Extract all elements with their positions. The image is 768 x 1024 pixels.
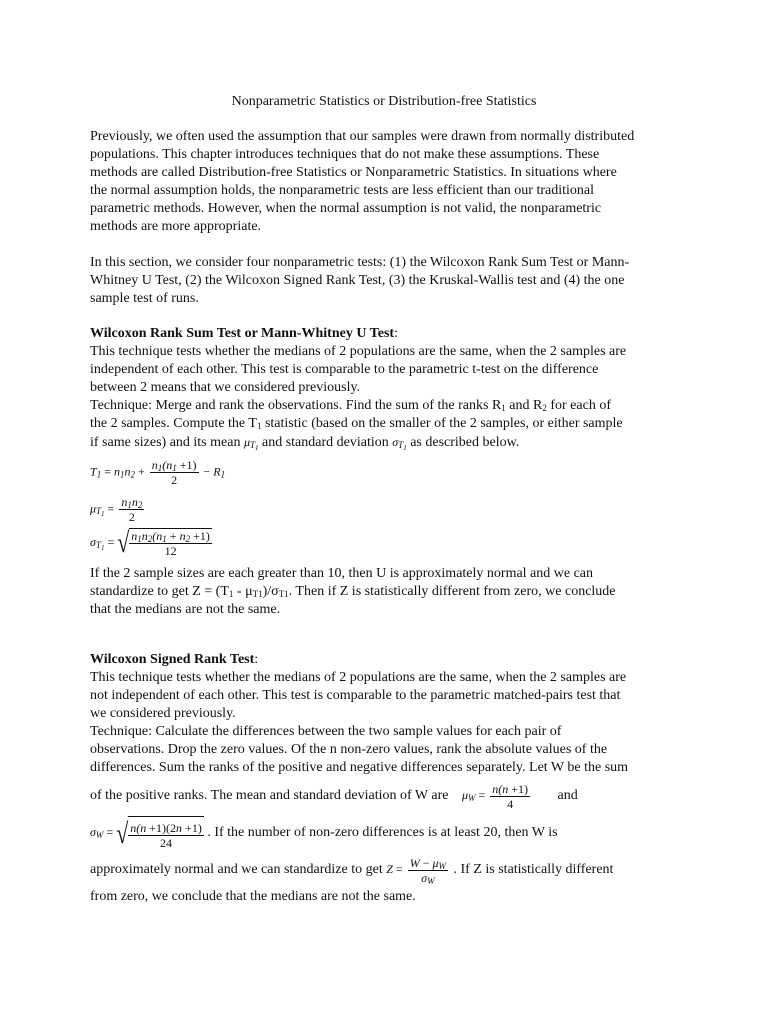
text-line: [90, 397, 690, 415]
subscript: 1: [228, 589, 234, 599]
text-line: independent of each other. This test is comparable to the parametric t-test on the difference: [90, 362, 599, 377]
subscript: 1: [501, 403, 506, 413]
signed-rank-approx-line: [90, 852, 690, 886]
text-line: from zero, we conclude that the medians are not the same.: [90, 889, 416, 904]
signed-rank-section: [90, 651, 690, 777]
equation-sd-w: $\sigma_W$ = √ $\frac{n(n +1)(2n +1)}{24}$: [90, 816, 202, 850]
text-run: . Then if Z is statistically different from zero, we conclude: [288, 584, 616, 599]
text-run: - μ: [233, 584, 253, 599]
subscript: 1: [256, 421, 262, 431]
text-run: . If the number of non-zero differences is at least 20, then W is: [207, 825, 558, 840]
text-line: Whitney U Test, (2) the Wilcoxon Signed Rank Test, (3) the Kruskal-Wallis test and (4) the one: [90, 273, 625, 288]
text-line: differences. Sum the ranks of the positive and negative differences separately. Let W be the sum: [90, 760, 629, 775]
text-run: . If Z is statistically different: [453, 862, 614, 877]
text-run: and standard deviation: [258, 435, 393, 450]
text-run: of the positive ranks. The mean and standard deviation of W are: [90, 788, 449, 803]
text-run: statistic (based on the smaller of the 2 samples, or either sample: [261, 416, 623, 431]
rank-sum-heading: Wilcoxon Rank Sum Test or Mann-Whitney U Test: [90, 326, 395, 341]
page-title: Nonparametric Statistics or Distribution-free Statistics: [231, 94, 537, 109]
text-line: observations. Drop the zero values. Of the n non-zero values, rank the absolute values of the: [90, 742, 608, 757]
text-line: methods are more appropriate.: [90, 219, 262, 234]
heading-colon: :: [254, 652, 259, 667]
section-heading: [90, 325, 690, 343]
text-line: This technique tests whether the medians of 2 populations are the same, when the 2 samples are: [90, 670, 627, 685]
text-run: approximately normal and we can standardize to get: [90, 862, 383, 877]
section-heading: [90, 651, 690, 669]
sigma-symbol: $\sigma_{T_1}$: [392, 435, 407, 452]
subscript: T1: [252, 589, 263, 599]
signed-rank-mean-line: [90, 780, 690, 810]
text-run: )/σ: [262, 584, 279, 599]
text-line: If the 2 sample sizes are each greater than 10, then U is approximately normal and we can: [90, 566, 594, 581]
equation-mean-w: $\mu_W$ = $\frac{n(n +1)}{4}$: [461, 781, 529, 811]
text-line: [90, 780, 690, 811]
signed-rank-sd-line: [90, 815, 690, 849]
subscript: 2: [542, 403, 547, 413]
text-line: between 2 means that we considered previously.: [90, 380, 361, 395]
rank-sum-conclusion: [90, 565, 690, 619]
text-line: [90, 815, 690, 851]
text-line: In this section, we consider four nonparametric tests: (1) the Wilcoxon Rank Sum Test or Mann-: [90, 255, 630, 270]
heading-colon: :: [394, 326, 398, 341]
subscript: T1: [278, 589, 289, 599]
text-line: [90, 852, 690, 887]
text-line: [90, 583, 690, 601]
overview-paragraph: [90, 254, 690, 308]
text-line: This technique tests whether the medians of 2 populations are the same, when the 2 samples are: [90, 344, 627, 359]
text-line: populations. This chapter introduces techniques that do not make these assumptions. These: [90, 147, 600, 162]
text-run: as described below.: [406, 435, 520, 450]
text-line: that the medians are not the same.: [90, 602, 281, 617]
equation-mean: $\mu_{T_1}$ = $\frac{n_1n_2}{2}$: [90, 495, 143, 524]
intro-paragraph: [90, 128, 690, 236]
text-line: the normal assumption holds, the nonparametric tests are less efficient than our traditional: [90, 183, 594, 198]
text-run: and R: [505, 398, 543, 413]
text-line: not independent of each other. This test is comparable to the parametric matched-pairs test that: [90, 688, 621, 703]
equation-t1: $T_1 = n_1n_2$ + $\frac{n_1(n_1 +1)}{2}$ − $R_1$: [90, 458, 226, 487]
text-run: for each of: [546, 398, 611, 413]
signed-rank-conclusion: [90, 888, 690, 906]
rank-sum-section: [90, 325, 690, 451]
signed-rank-heading: Wilcoxon Signed Rank Test: [90, 652, 255, 667]
text-line: [90, 433, 690, 451]
text-line: parametric methods. However, when the normal assumption is not valid, the nonparametric: [90, 201, 602, 216]
text-line: sample test of runs.: [90, 291, 199, 306]
text-run: the 2 samples. Compute the T: [90, 416, 257, 431]
text-line: Previously, we often used the assumption that our samples were drawn from normally distributed: [90, 129, 635, 144]
equation-z: Z = $\frac{W - \mu_W}{\sigma_W}$: [386, 855, 447, 886]
equation-sd: $\sigma_{T_1}$ = √ $\frac{n_1n_2(n_1 + n_2 +1)}{12}$: [90, 526, 210, 559]
text-line: [90, 415, 690, 433]
text-run: if same sizes) and its mean: [90, 435, 244, 450]
text-line: we considered previously.: [90, 706, 236, 721]
mu-symbol: $\mu_{T_1}$: [243, 435, 259, 452]
text-run: standardize to get Z = (T: [90, 584, 229, 599]
text-line: methods are called Distribution-free Statistics or Nonparametric Statistics. In situations where: [90, 165, 617, 180]
text-run: Technique: Merge and rank the observations. Find the sum of the ranks R: [90, 398, 502, 413]
text-run: and: [557, 788, 578, 803]
text-line: Technique: Calculate the differences between the two sample values for each pair of: [90, 724, 562, 739]
